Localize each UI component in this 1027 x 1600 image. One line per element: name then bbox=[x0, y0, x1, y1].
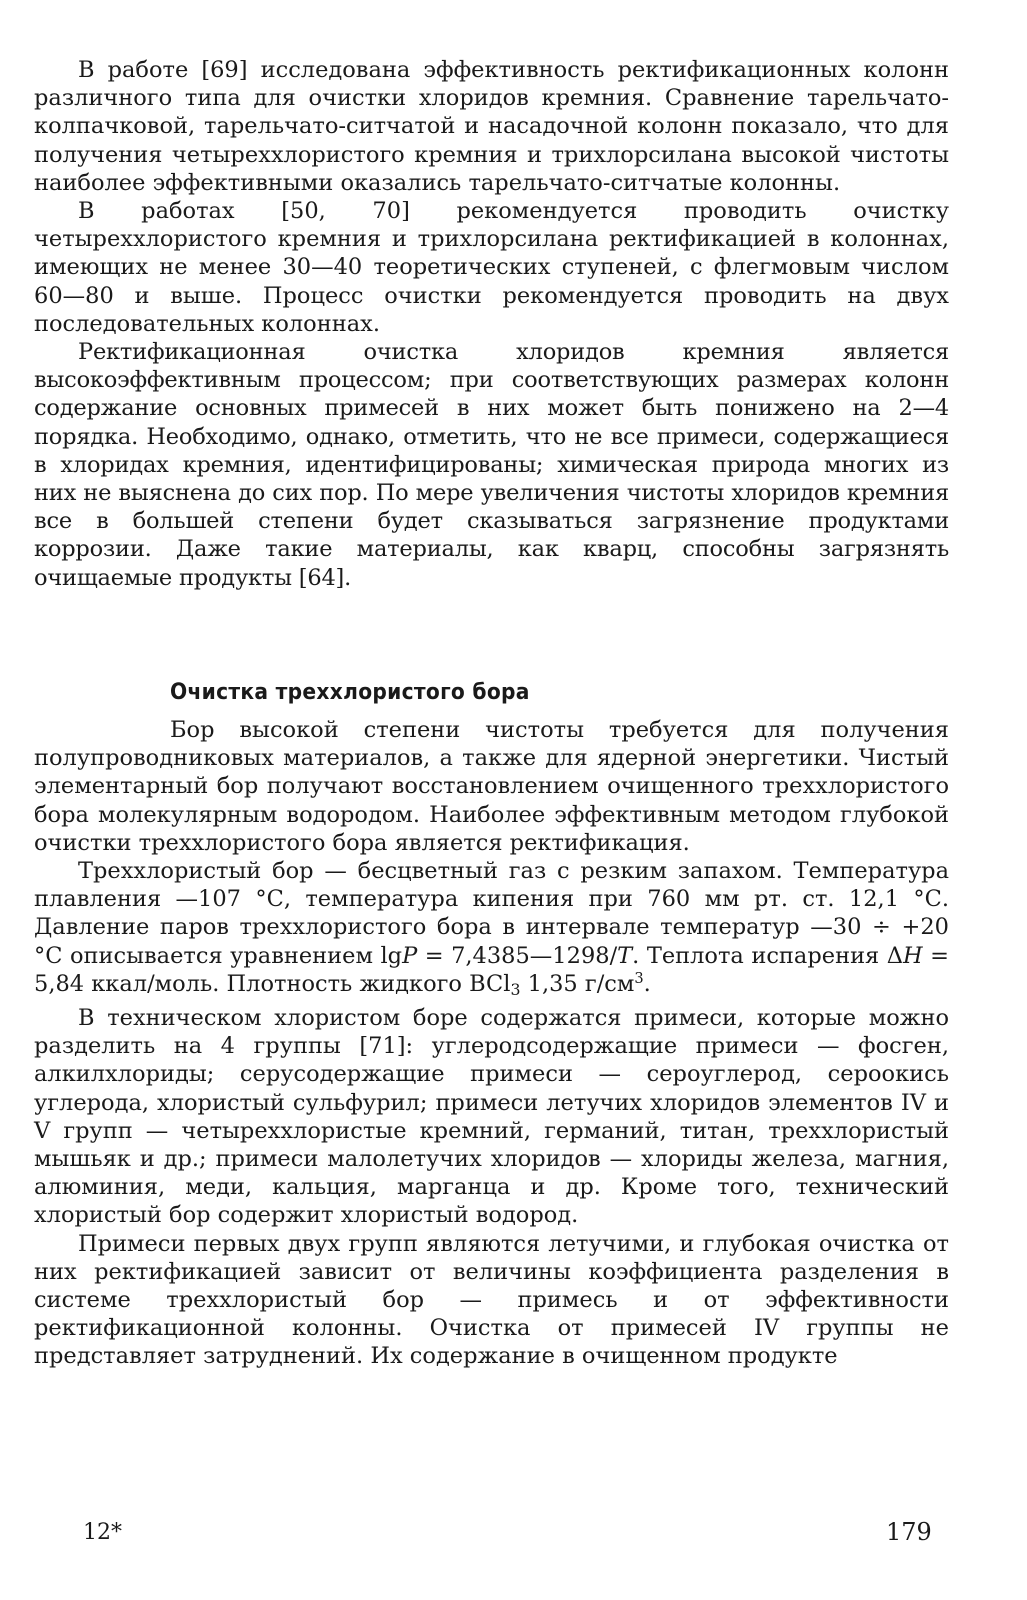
text-run: 1,35 г/см bbox=[520, 970, 635, 997]
subscript: 3 bbox=[510, 979, 521, 999]
page-number: 179 bbox=[886, 1518, 932, 1546]
variable-p: P bbox=[402, 942, 418, 969]
signature-mark: 12* bbox=[83, 1520, 122, 1545]
section-heading: Очистка треххлористого бора bbox=[170, 680, 530, 705]
paragraph: В техническом хлористом боре содержатся примеси, которые можно разделить на 4 группы [71]: углеродсодержащие примеси — фосген, алкилхлориды; серусодержащие примеси — сероуглерод, сероокись углерода, хлористый сульфурил; примеси летучих хлоридов элементов IV и V групп — четыреххлористые кремний, германий, титан, треххлористый мышьяк и др.; примеси малолетучих хлоридов — хлориды железа, магния, алюминия, меди, кальция, марганца и др. Кроме того, технический хлористый бор содержит хлористый водород. bbox=[34, 1004, 949, 1229]
paragraph: Ректификационная очистка хлоридов кремния является высокоэффективным процессом; при соответствующих размерах колонн содержание основных примесей в них может быть понижено на 2—4 порядка. Необходимо, однако, отметить, что не все примеси, содержащиеся в хлоридах кремния, идентифицированы; химическая природа многих из них не выяснена до сих пор. По мере увеличения чистоты хлоридов кремния все в большей степени будет сказываться загрязнение продуктами коррозии. Даже такие материалы, как кварц, способны загрязнять очищаемые продукты [64]. bbox=[34, 339, 949, 591]
section-silicon-chlorides bbox=[34, 56, 949, 592]
paragraph: В работах [50, 70] рекомендуется проводить очистку четыреххлористого кремния и трихлорсилана ректификацией в колоннах, имеющих не менее 30—40 теоретических ступеней, с флегмовым числом 60—80 и выше. Процесс очистки рекомендуется проводить на двух последовательных колоннах. bbox=[34, 198, 949, 337]
variable-t: T bbox=[617, 942, 633, 969]
paragraph-properties bbox=[34, 857, 949, 1004]
text-run: = 5,84 ккал/моль. Плотность жидкого BCl bbox=[34, 942, 949, 997]
text-run: . bbox=[643, 970, 651, 997]
superscript: 3 bbox=[634, 969, 644, 987]
text-run: . Теплота испарения Δ bbox=[632, 942, 903, 969]
text-run: Треххлористый бор — бесцветный газ с резким запахом. Температура плавления —107 °С, температура кипения при 760 мм рт. ст. 12,1 °С. Давление паров треххлористого бора в интервале температур —30 ÷ +20 °С описывается уравнением lg bbox=[34, 858, 949, 969]
paragraph: В работе [69] исследована эффективность ректификационных колонн различного типа для очистки хлоридов кремния. Сравнение тарельчато-колпачковой, тарельчато-ситчатой и насадочной колонн показало, что для получения четыреххлористого кремния и трихлорсилана высокой чистоты наиболее эффективными оказались тарельчато-ситчатые колонны. bbox=[34, 57, 949, 196]
section-boron-trichloride bbox=[34, 716, 949, 1371]
variable-h: H bbox=[903, 942, 923, 969]
paragraph: Примеси первых двух групп являются летучими, и глубокая очистка от них ректификацией зависит от величины коэффициента разделения в системе треххлористый бор — примесь и от эффективности ректификационной колонны. Очистка от примесей IV группы не представляет затруднений. Их содержание в очищенном продукте bbox=[34, 1230, 949, 1370]
text-run: = 7,4385—1298/ bbox=[417, 942, 618, 969]
paragraph: Бор высокой степени чистоты требуется для получения полупроводниковых материалов, а также для ядерной энергетики. Чистый элементарный бор получают восстановлением очищенного треххлористого бора молекулярным водородом. Наиболее эффективным методом глубокой очистки треххлористого бора является ректификация. bbox=[34, 717, 949, 856]
